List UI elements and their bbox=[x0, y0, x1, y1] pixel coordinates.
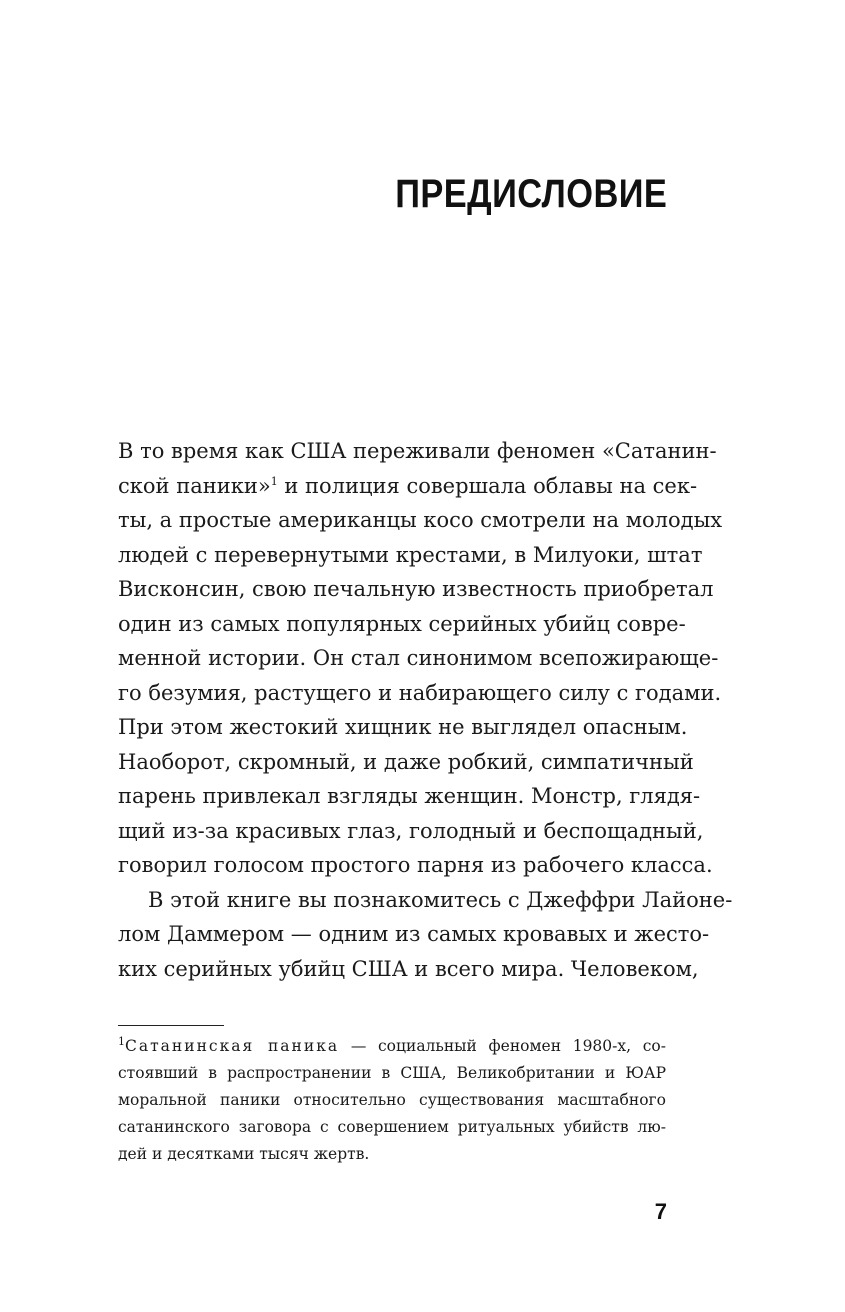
text-fragment: — социальный феномен 1980-х, со- bbox=[350, 1037, 666, 1055]
body-text bbox=[118, 434, 733, 986]
text-line: лом Даммером — одним из самых кровавых и жесто- bbox=[118, 922, 710, 946]
text-fragment: ской паники» bbox=[118, 473, 271, 498]
text-line: один из самых популярных серийных убийц совре- bbox=[118, 611, 686, 636]
footnote-line: моральной паники относительно существования масштабного bbox=[118, 1091, 666, 1109]
text-line: При этом жестокий хищник не выглядел опасным. bbox=[118, 715, 688, 739]
page-title: ПРЕДИСЛОВИЕ bbox=[395, 172, 667, 216]
text-line: В то время как США переживали феномен «Сатанин- bbox=[118, 439, 717, 463]
text-line: говорил голосом простого парня из рабочего класса. bbox=[118, 853, 713, 877]
text-line: парень привлекал взгляды женщин. Монстр, глядя- bbox=[118, 784, 701, 808]
text-line: ких серийных убийц США и всего мира. Человеком, bbox=[118, 956, 699, 981]
footnote-reference[interactable]: 1 bbox=[270, 474, 278, 488]
text-line: ты, а простые американцы косо смотрели на молодых bbox=[118, 508, 723, 532]
footnote-divider bbox=[118, 1025, 224, 1026]
footnote-line: дей и десятками тысяч жертв. bbox=[118, 1145, 370, 1163]
text-line: Наоборот, скромный, и даже робкий, симпатичный bbox=[118, 749, 694, 774]
footnote-marker: 1 bbox=[118, 1034, 125, 1048]
text-line: людей с перевернутыми крестами, в Милуоки, штат bbox=[118, 542, 703, 567]
text-line: Висконсин, свою печальную известность приобретал bbox=[118, 577, 714, 601]
text-line: В этой книге вы познакомитесь с Джеффри Лайоне- bbox=[148, 887, 733, 912]
text-line bbox=[118, 469, 698, 504]
footnote-term: Сатанинская паника bbox=[125, 1037, 340, 1055]
text-line: го безумия, растущего и набирающего силу с годами. bbox=[118, 680, 722, 705]
text-line: щий из-за красивых глаз, голодный и беспощадный, bbox=[118, 818, 704, 843]
footnote-line: стоявший в распространении в США, Великобритании и ЮАР bbox=[118, 1064, 666, 1082]
footnote-line: сатанинского заговора с совершением ритуальных убийств лю- bbox=[118, 1118, 666, 1136]
footnote-line bbox=[118, 1033, 666, 1060]
text-line: менной истории. Он стал синонимом всепожирающе- bbox=[118, 646, 719, 670]
footnote bbox=[118, 1033, 666, 1168]
text-fragment: и полиция совершала облавы на сек- bbox=[284, 473, 698, 498]
page-number: 7 bbox=[654, 1199, 667, 1224]
